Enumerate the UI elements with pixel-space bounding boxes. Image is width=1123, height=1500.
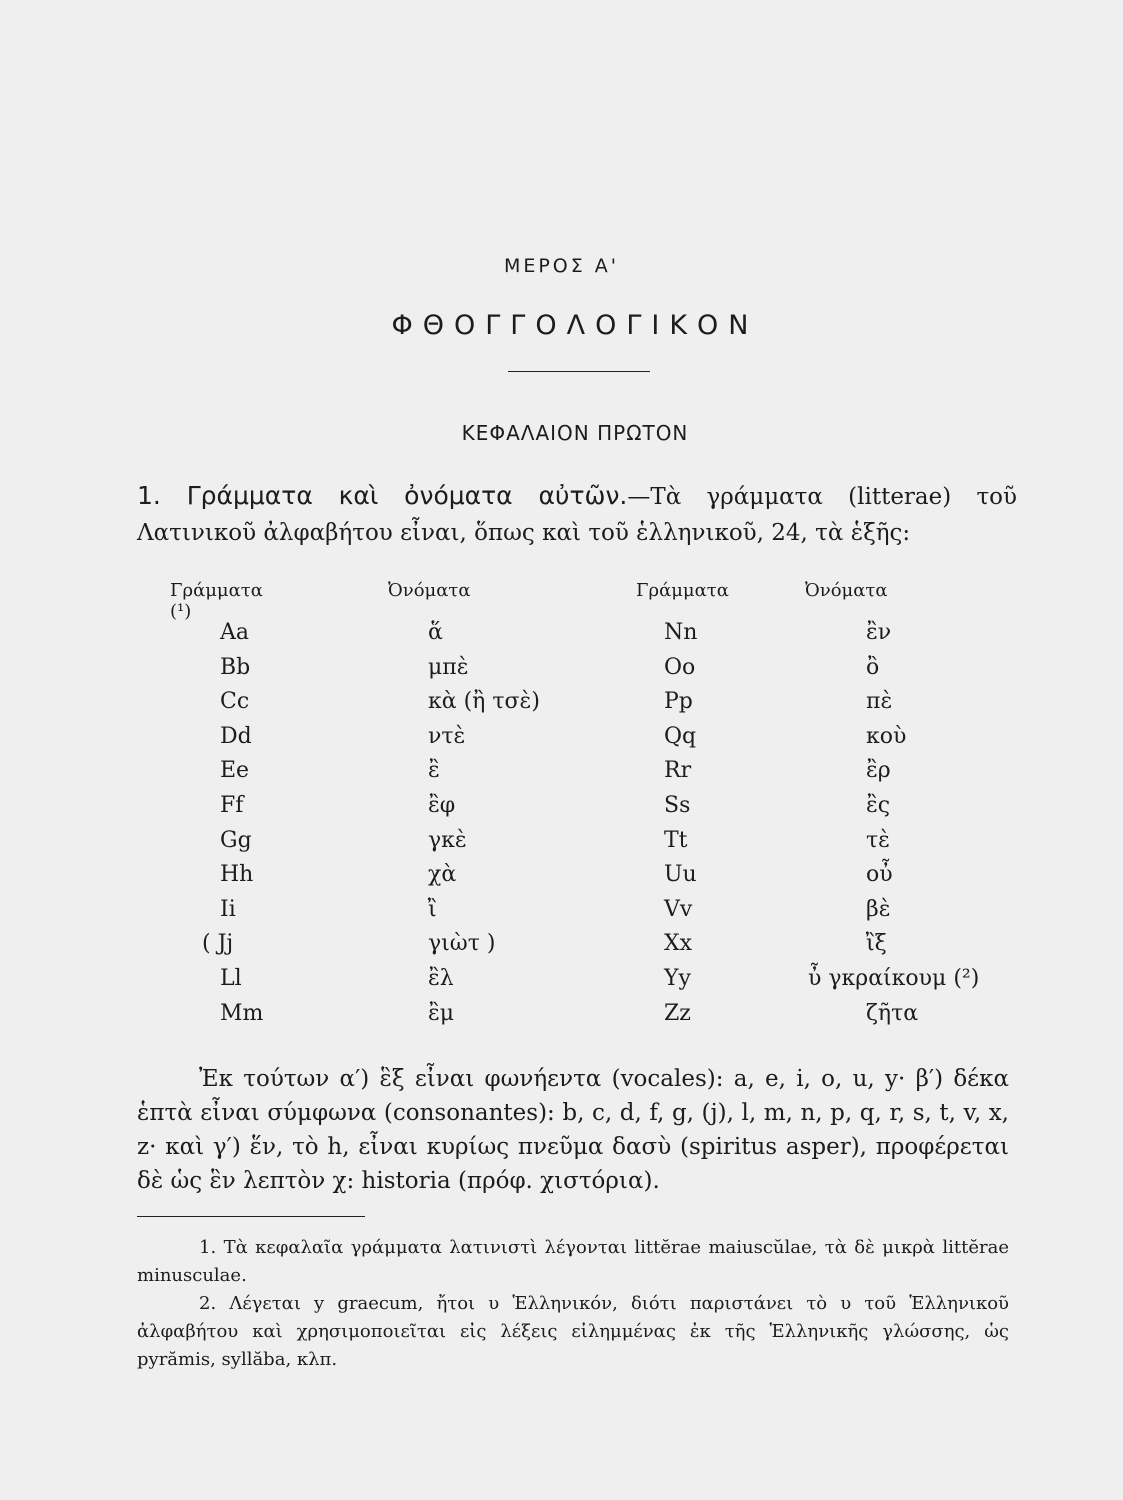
section-body: —Τὰ γράμματα (litterae) τοῦ Λατινικοῦ ἀλφαβήτου εἶναι, ὅπως καὶ τοῦ ἑλληνικοῦ, 24, τὰ ἑξῆς:	[137, 484, 1017, 546]
footnotes	[137, 1234, 1009, 1374]
alphabet-name-right: πὲ	[866, 689, 893, 715]
alphabet-name-left: ἅ	[428, 620, 443, 645]
alphabet-letter-left: Dd	[220, 723, 252, 749]
footnote-divider	[137, 1216, 365, 1217]
alphabet-letter-right: Tt	[664, 827, 688, 853]
alphabet-name-right: ὖ γκραίκουμ (²)	[808, 966, 980, 991]
alphabet-letter-left: Gg	[220, 827, 252, 853]
alphabet-name-left: ἒ	[428, 758, 440, 784]
alphabet-letter-right: Nn	[664, 620, 698, 645]
alphabet-name-left: ντὲ	[428, 723, 466, 749]
alphabet-letter-right: Xx	[664, 931, 693, 957]
title-divider	[508, 371, 650, 372]
alphabet-name-right: ὂ	[866, 654, 880, 680]
alphabet-name-left: γκὲ	[428, 827, 467, 853]
alphabet-letter-left: Mm	[220, 1000, 264, 1026]
alphabet-letter-right: Oo	[664, 654, 696, 680]
alphabet-name-left: κὰ (ἢ τσὲ)	[428, 689, 540, 715]
alphabet-name-right: κοὺ	[866, 723, 907, 749]
alphabet-letter-left: Hh	[220, 862, 254, 888]
alphabet-name-right: ἒρ	[866, 758, 891, 784]
alphabet-name-right: ἒν	[866, 620, 892, 645]
main-title: ΦΘΟΓΓΟΛΟΓΙΚΟΝ	[391, 310, 759, 341]
part-label: ΜΕΡΟΣ Α'	[503, 255, 620, 277]
alphabet-letter-right: Uu	[664, 862, 697, 888]
alphabet-letter-left: Cc	[220, 689, 250, 715]
alphabet-name-right: ἒς	[866, 793, 891, 818]
alphabet-name-left: γιὼτ )	[428, 931, 496, 957]
vowels-consonants-paragraph: Ἐκ τούτων α′) ἓξ εἶναι φωνήεντα (vocales): a, e, i, o, u, y· β′) δέκα ἑπτὰ εἶναι σύμφωνα (consonantes): b, c, d, f, g, (j), l, m, n, p, q, r, s, t, v, x, z· καὶ γ′) ἕν, τὸ h, εἶναι κυρίως πνεῦμα δασὺ (spiritus asper), προφέρεται δὲ ὡς ἓν λεπτὸν χ: historia (πρόφ. χιστόρια).	[137, 1066, 1009, 1194]
alphabet-letter-right: Ss	[664, 793, 691, 818]
alphabet-letter-right: Qq	[664, 723, 697, 749]
section-title: 1. Γράμματα καὶ ὀνόματα αὐτῶν.	[137, 481, 628, 510]
alphabet-name-left: ἲ	[428, 896, 437, 922]
alphabet-name-left: ἒμ	[428, 1000, 455, 1026]
chapter-title: ΚΕΦΑΛΑΙΟΝ ΠΡΩΤΟΝ	[461, 421, 689, 445]
alphabet-name-left: ἒλ	[428, 966, 454, 991]
footnote-1: 1. Τὰ κεφαλαῖα γράμματα λατινιστὶ λέγονται littĕrae maiuscŭlae, τὰ δὲ μικρὰ littĕrae minusculae.	[137, 1237, 1009, 1286]
alphabet-name-right: ζῆτα	[866, 1000, 919, 1026]
alphabet-letter-left: Aa	[220, 620, 250, 645]
alphabet-letter-right: Vv	[664, 896, 693, 922]
footnote-2: 2. Λέγεται y graecum, ἤτοι υ Ἑλληνικόν, διότι παριστάνει τὸ υ τοῦ Ἑλληνικοῦ ἀλφαβήτου καὶ χρησιμοποιεῖται εἰς λέξεις εἰλημμένας ἐκ τῆς Ἑλληνικῆς γλώσσης, ὡς pyrămis, syllăba, κλπ.	[137, 1293, 1009, 1370]
column-header-letters-right: Γράμματα	[636, 580, 729, 601]
column-header-letters-left: Γράμματα (¹)	[170, 580, 263, 622]
alphabet-name-left: χὰ	[428, 862, 457, 888]
column-header-names-right: Ὀνόματα	[805, 580, 888, 601]
alphabet-name-left: ἒφ	[428, 793, 456, 818]
alphabet-letter-left: Ff	[220, 793, 244, 818]
alphabet-letter-left: Ee	[220, 758, 250, 784]
alphabet-letter-left: Ll	[220, 966, 242, 991]
alphabet-name-right: οὖ	[866, 862, 893, 888]
section-intro	[137, 478, 1017, 551]
alphabet-name-right: ἲξ	[866, 931, 887, 957]
alphabet-letter-right: Pp	[664, 689, 693, 715]
alphabet-letter-right: Rr	[664, 758, 692, 784]
alphabet-letter-left: ( Jj	[202, 931, 234, 957]
alphabet-letter-right: Zz	[664, 1000, 691, 1026]
column-header-names-left: Ὀνόματα	[388, 580, 471, 601]
alphabet-name-right: βὲ	[866, 896, 891, 922]
alphabet-letter-left: Ii	[220, 896, 236, 922]
alphabet-name-right: τὲ	[866, 827, 890, 853]
alphabet-letter-right: Yy	[664, 966, 691, 991]
alphabet-name-left: μπὲ	[428, 654, 469, 680]
alphabet-letter-left: Bb	[220, 654, 251, 680]
